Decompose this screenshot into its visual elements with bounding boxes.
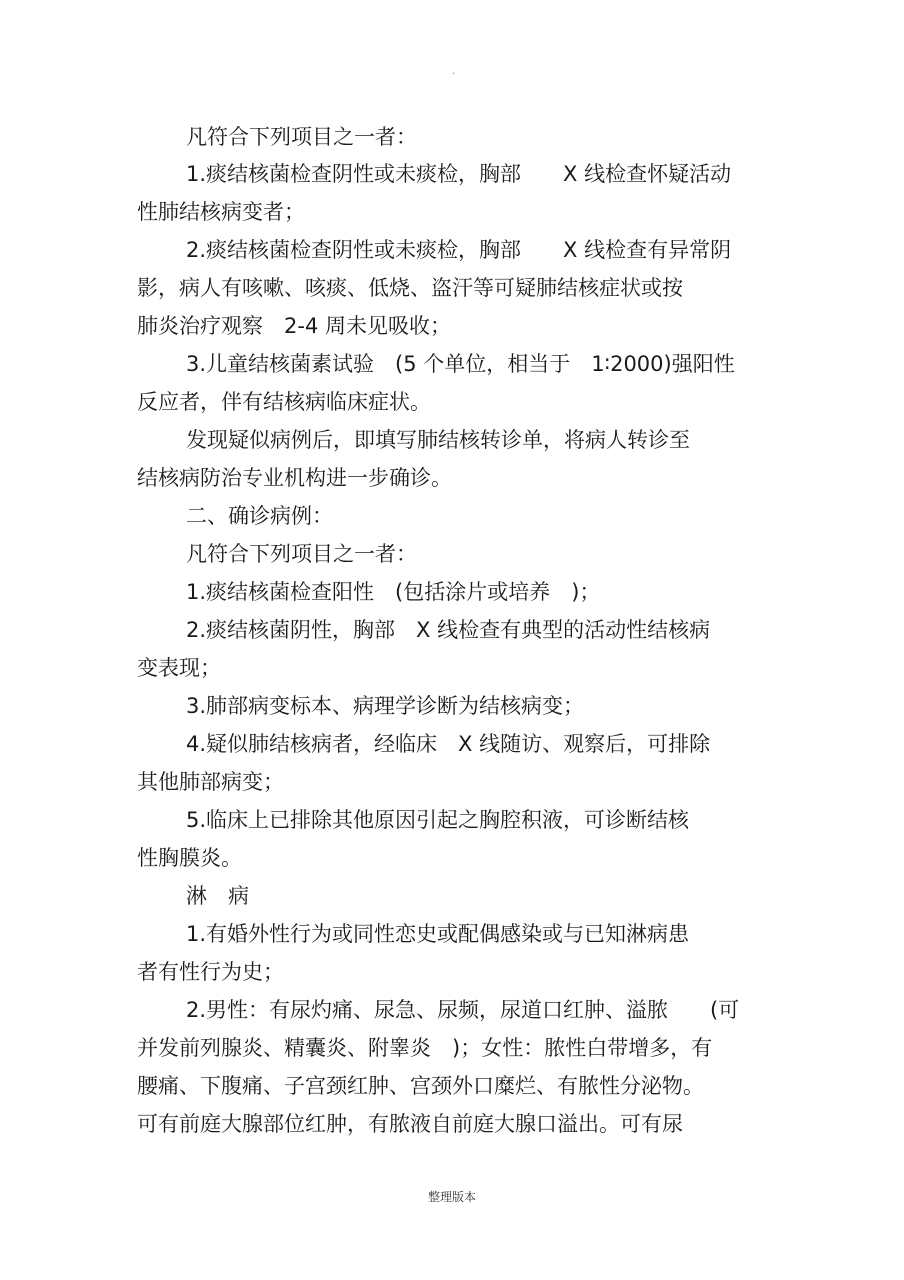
page-footer: 整理版本 [427, 1190, 476, 1204]
text-line: 2.痰结核菌检查阴性或未痰检，胸部 X 线检查有异常阴 [186, 238, 732, 262]
text-line: 影，病人有咳嗽、咳痰、低烧、盗汗等可疑肺结核症状或按 [137, 276, 683, 300]
text-line: 1.痰结核菌检查阳性 (包括涂片或培养 )； [186, 580, 601, 604]
text-line: 性胸膜炎。 [137, 846, 242, 870]
text-line: 2.痰结核菌阴性，胸部 X 线检查有典型的活动性结核病 [186, 618, 711, 642]
section-heading: 二、确诊病例： [186, 504, 333, 528]
text-line: 1.有婚外性行为或同性恋史或配偶感染或与已知淋病患 [186, 922, 690, 946]
text-line: 反应者，伴有结核病临床症状。 [137, 390, 431, 414]
text-line: 腰痛、下腹痛、子宫颈红肿、宫颈外口糜烂、有脓性分泌物。 [137, 1074, 704, 1098]
text-line: 肺炎治疗观察 2-4 周未见吸收； [137, 314, 451, 338]
text-line: 性肺结核病变者； [137, 200, 305, 224]
text-line: 3.肺部病变标本、病理学诊断为结核病变； [186, 694, 585, 718]
text-line: 1.痰结核菌检查阴性或未痰检，胸部 X 线检查怀疑活动 [186, 162, 732, 186]
text-line: 凡符合下列项目之一者： [186, 542, 417, 566]
header-dot: . [452, 66, 456, 77]
text-line: 4.疑似肺结核病者，经临床 X 线随访、观察后，可排除 [186, 732, 711, 756]
text-line: 2.男性：有尿灼痛、尿急、尿频，尿道口红肿、溢脓 (可 [186, 998, 740, 1022]
text-line: 凡符合下列项目之一者： [186, 125, 417, 149]
text-line: 可有前庭大腺部位红肿，有脓液自前庭大腺口溢出。可有尿 [137, 1112, 683, 1136]
text-line: 发现疑似病例后，即填写肺结核转诊单，将病人转诊至 [186, 428, 690, 452]
text-line: 5.临床上已排除其他原因引起之胸腔积液，可诊断结核 [186, 808, 690, 832]
text-line: 结核病防治专业机构进一步确诊。 [137, 466, 452, 490]
text-line: 并发前列腺炎、精囊炎、附睾炎 )；女性：脓性白带增多，有 [137, 1036, 713, 1060]
section-heading: 淋 病 [186, 884, 249, 908]
text-line: 3.儿童结核菌素试验 (5 个单位，相当于 1∶2000)强阳性 [186, 352, 735, 376]
text-line: 变表现； [137, 656, 221, 680]
text-line: 者有性行为史； [137, 960, 284, 984]
text-line: 其他肺部病变； [137, 770, 284, 794]
